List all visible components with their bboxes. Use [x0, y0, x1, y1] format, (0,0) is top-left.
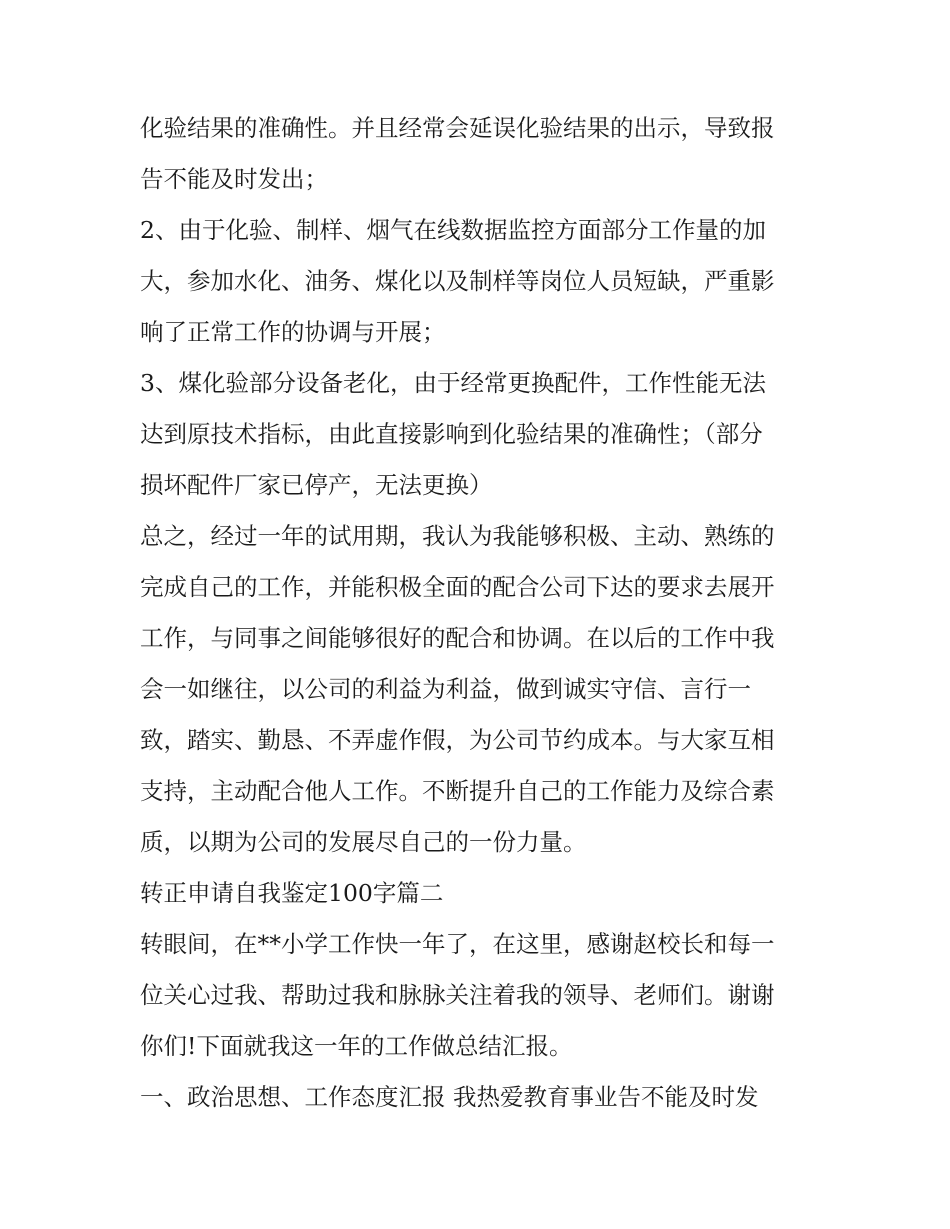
- text-line: 完成自己的工作，并能积极全面的配合公司下达的要求去展开: [140, 573, 775, 601]
- text-line: 支持，主动配合他人工作。不断提升自己的工作能力及综合素: [140, 777, 775, 805]
- text-line: 致，踏实、勤恳、不弄虚作假，为公司节约成本。与大家互相: [140, 726, 775, 754]
- text-line: 总之，经过一年的试用期，我认为我能够积极、主动、熟练的: [140, 522, 775, 550]
- text-line: 转眼间，在**小学工作快一年了，在这里，感谢赵校长和每一: [140, 930, 775, 958]
- text-line: 化验结果的准确性。并且经常会延误化验结果的出示，导致报: [140, 114, 775, 142]
- text-line: 告不能及时发出；: [140, 165, 328, 193]
- text-line: 位关心过我、帮助过我和脉脉关注着我的领导、老师们。谢谢: [140, 981, 775, 1009]
- text-line: 损坏配件厂家已停产，无法更换）: [140, 471, 493, 499]
- text-line: 会一如继往，以公司的利益为利益，做到诚实守信、言行一: [140, 675, 751, 703]
- text-line: 3、煤化验部分设备老化，由于经常更换配件，工作性能无法: [140, 369, 766, 397]
- text-line: 响了正常工作的协调与开展；: [140, 318, 446, 346]
- section-heading: 转正申请自我鉴定100字篇二: [140, 879, 444, 907]
- text-line: 质，以期为公司的发展尽自己的一份力量。: [140, 828, 587, 856]
- text-line: 2、由于化验、制样、烟气在线数据监控方面部分工作量的加: [140, 216, 766, 244]
- text-line: 达到原技术指标，由此直接影响到化验结果的准确性；（部分: [140, 420, 763, 448]
- text-line: 你们!下面就我这一年的工作做总结汇报。: [140, 1032, 573, 1060]
- text-line: 大，参加水化、油务、煤化以及制样等岗位人员短缺，严重影: [140, 267, 775, 295]
- text-line: 工作，与同事之间能够很好的配合和协调。在以后的工作中我: [140, 624, 775, 652]
- document-body: [140, 103, 820, 1123]
- text-line: 一、政治思想、工作态度汇报 我热爱教育事业告不能及时发: [140, 1083, 759, 1111]
